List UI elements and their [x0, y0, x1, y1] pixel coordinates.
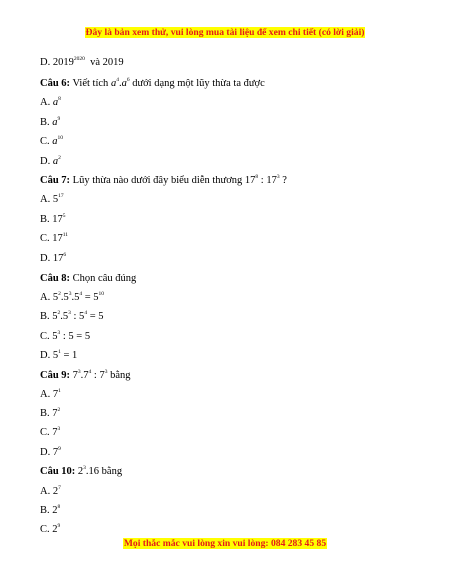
option-b [40, 407, 60, 420]
option-label: B. [40, 117, 50, 128]
option-a [40, 388, 61, 401]
option-base: 2 [52, 486, 59, 497]
expr-exponent: 4 [88, 369, 92, 375]
expr-base: a [110, 78, 117, 89]
expr-term: : 5 = 5 [60, 331, 91, 342]
expr-exponent: 3 [276, 174, 280, 180]
expr-term: 5 [52, 292, 59, 303]
option-exponent: 8 [58, 96, 61, 102]
expr-base: a [121, 78, 127, 89]
option-label: B. [40, 311, 50, 322]
option-label: D. [40, 447, 51, 458]
expr-term: 5 [52, 331, 58, 342]
option-d [40, 252, 66, 265]
option-label: B. [40, 408, 50, 419]
question-title: Câu 10: [40, 466, 76, 477]
option-b [40, 310, 103, 323]
expr-operator: . [118, 78, 122, 89]
option-base: 17 [52, 214, 63, 225]
question-text: Chọn câu đúng [72, 273, 137, 284]
prev-question-option-d [40, 56, 124, 69]
option-base: 17 [52, 233, 63, 244]
expr-exponent: 3 [57, 330, 61, 336]
question-text: bằng [110, 370, 131, 381]
expr-exponent: 1 [58, 349, 61, 355]
option-label: D. [40, 253, 51, 264]
option-rest: và 2019 [90, 57, 124, 68]
option-label: D. [40, 156, 51, 167]
option-a [40, 485, 61, 498]
option-base: a [52, 117, 58, 128]
option-label: B. [40, 505, 50, 516]
expr-exponent: 3 [77, 369, 81, 375]
option-c [40, 330, 90, 343]
question-10 [40, 465, 122, 478]
option-label: C. [40, 427, 50, 438]
option-d [40, 155, 61, 168]
option-exponent: 5 [62, 213, 66, 219]
option-exponent: 17 [58, 193, 64, 199]
option-base: 2 [52, 524, 58, 535]
option-base: 7 [52, 427, 58, 438]
expr-exponent: 2 [57, 310, 61, 316]
question-text: Lũy thừa nào dưới đây biểu diễn thương [72, 175, 243, 186]
option-label: C. [40, 524, 50, 535]
preview-notice-banner [0, 27, 450, 38]
option-b [40, 213, 66, 226]
option-label: A. [40, 486, 51, 497]
option-exponent: 2 [58, 155, 61, 161]
option-a [40, 291, 104, 304]
expr-exponent: 3 [104, 369, 108, 375]
question-text: bằng [101, 466, 123, 477]
expr-term: 2 [77, 466, 84, 477]
expr-term: 5 [52, 350, 59, 361]
option-label: C. [40, 331, 50, 342]
option-exponent: 9 [58, 446, 61, 452]
expr-term: = 1 [60, 350, 78, 361]
expr-exponent: 4 [116, 77, 119, 83]
contact-notice-banner [0, 538, 450, 549]
option-base: a [52, 136, 58, 147]
expr-exponent: 10 [98, 291, 105, 297]
option-base: a [52, 97, 59, 108]
option-base: 17 [52, 253, 64, 264]
option-base: 7 [52, 447, 59, 458]
option-base: 2 [52, 505, 58, 516]
option-exponent: 6 [63, 252, 67, 258]
expr-end: ? [279, 175, 287, 186]
contact-notice-text: Mọi thắc mắc vui lòng xin vui lòng: 084 283 45 85 [123, 538, 327, 549]
option-exponent: 8 [57, 504, 61, 510]
expr-base: 17 [266, 175, 277, 186]
expr-exponent: 2 [58, 291, 61, 297]
option-label: D. [40, 350, 51, 361]
question-8 [40, 272, 136, 285]
option-label: C. [40, 136, 50, 147]
option-c [40, 523, 60, 536]
question-7 [40, 174, 287, 187]
question-9 [40, 369, 131, 382]
option-exponent: 7 [58, 485, 61, 491]
option-exponent: 1 [58, 388, 61, 394]
question-text: Viết tích [72, 78, 109, 89]
expr-term: .5 [71, 292, 80, 303]
expr-exponent: 6 [126, 77, 130, 83]
option-label: A. [40, 389, 51, 400]
option-base: 7 [52, 389, 59, 400]
expr-term: .5 [60, 311, 69, 322]
option-c [40, 232, 68, 245]
option-exponent: 2020 [73, 56, 85, 62]
expr-exponent: 4 [79, 291, 83, 297]
preview-notice-text: Đây là bản xem thử, vui lòng mua tài liệu để xem chi tiết (có lời giải) [85, 27, 365, 38]
question-title: Câu 8: [40, 273, 71, 284]
option-label: A. [40, 97, 51, 108]
option-a [40, 96, 61, 109]
expr-term: 7 [72, 370, 78, 381]
option-base: 5 [52, 194, 59, 205]
option-label: C. [40, 233, 50, 244]
option-base: a [52, 156, 59, 167]
option-c [40, 426, 60, 439]
expr-exponent: 3 [83, 465, 86, 471]
expr-term: = 5 [87, 311, 104, 322]
question-text: dưới dạng một lũy thừa ta được [132, 78, 265, 89]
expr-term: 5 [52, 311, 58, 322]
expr-term: : 5 [70, 311, 85, 322]
expr-term: .16 [85, 466, 100, 477]
expr-term: : 7 [91, 370, 105, 381]
option-exponent: 3 [57, 426, 61, 432]
question-title: Câu 6: [40, 78, 71, 89]
option-exponent: 9 [57, 116, 61, 122]
option-label: D. [40, 57, 51, 68]
option-d [40, 446, 61, 459]
option-exponent: 9 [57, 523, 61, 529]
option-a [40, 193, 64, 206]
expr-exponent: 3 [68, 310, 71, 316]
question-title: Câu 9: [40, 370, 71, 381]
expr-term: = 5 [82, 292, 99, 303]
option-b [40, 504, 60, 517]
question-title: Câu 7: [40, 175, 71, 186]
option-exponent: 11 [62, 232, 69, 238]
option-base: 2019 [52, 57, 74, 68]
option-c [40, 135, 63, 148]
expr-exponent: 3 [68, 291, 72, 297]
option-label: A. [40, 292, 51, 303]
option-d [40, 349, 77, 362]
option-b [40, 116, 60, 129]
option-exponent: 10 [57, 135, 64, 141]
expr-term: .7 [80, 370, 89, 381]
option-exponent: 2 [57, 407, 61, 413]
question-6 [40, 77, 265, 90]
expr-base: 17 [244, 175, 256, 186]
expr-operator: : [258, 175, 267, 186]
expr-exponent: 8 [255, 174, 259, 180]
option-label: B. [40, 214, 50, 225]
option-base: 7 [52, 408, 58, 419]
expr-exponent: 4 [84, 310, 88, 316]
expr-term: .5 [60, 292, 69, 303]
option-label: A. [40, 194, 51, 205]
